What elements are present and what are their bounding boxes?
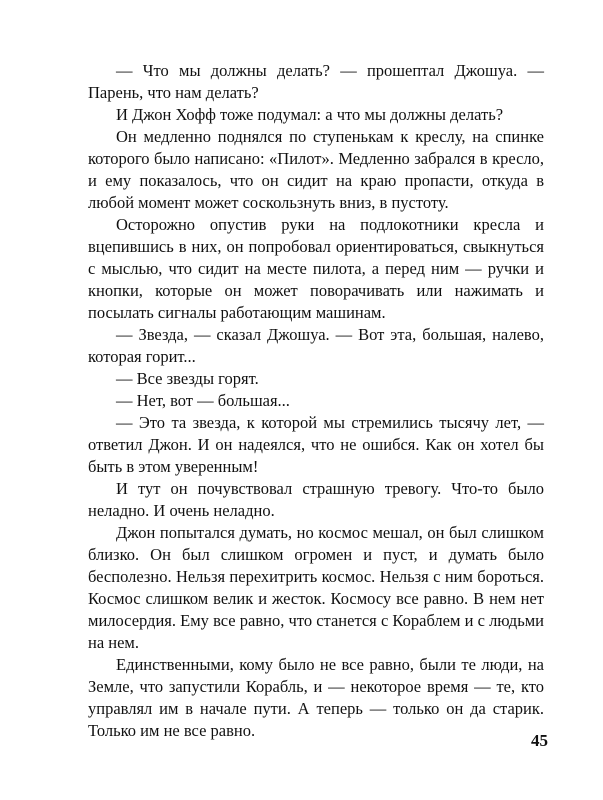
paragraph-10: Джон попытался думать, но космос мешал, он был слишком близко. Он был слишком огромен и пуст, и думать было бесполезно. Нельзя перехитрить космос. Нельзя с ним бороться. Космос слишком велик и жесток. Космосу все равно. В нем нет милосердия. Ему все равно, что станется с Кораблем и с людьми на нем. <box>88 523 544 652</box>
page-number: 45 <box>531 731 548 750</box>
paragraph-5: — Звезда, — сказал Джошуа. — Вот эта, большая, налево, которая горит... <box>88 325 544 366</box>
paragraph-11: Единственными, кому было не все равно, были те люди, на Земле, что запустили Корабль, и — некоторое время — те, кто управлял им в начале пути. А теперь — только он да старик. Только им не все равно. <box>88 655 544 740</box>
paragraph-2: И Джон Хофф тоже подумал: а что мы должны делать? <box>116 105 504 124</box>
page-text <box>88 60 544 742</box>
paragraph-7: — Нет, вот — большая... <box>116 391 290 410</box>
paragraph-1: — Что мы должны делать? — прошептал Джошуа. — Парень, что нам делать? <box>88 61 544 102</box>
paragraph-6: — Все звезды горят. <box>116 369 259 388</box>
paragraph-3: Он медленно поднялся по ступенькам к креслу, на спинке которого было написано: «Пилот». Медленно забрался в кресло, и ему показалось, что он сидит на краю пропасти, откуда в любой момент может соскользнуть вниз, в пустоту. <box>88 127 544 212</box>
paragraph-4: Осторожно опустив руки на подлокотники кресла и вцепившись в них, он попробовал ориентироваться, свыкнуться с мыслью, что сидит на месте пилота, а перед ним — ручки и кнопки, которые он может поворачивать или нажимать и посылать сигналы работающим машинам. <box>88 215 544 322</box>
paragraph-9: И тут он почувствовал страшную тревогу. Что-то было неладно. И очень неладно. <box>88 479 544 520</box>
paragraph-8: — Это та звезда, к которой мы стремились тысячу лет, — ответил Джон. И он надеялся, что не ошибся. Как он хотел бы быть в этом уверенным! <box>88 413 544 476</box>
